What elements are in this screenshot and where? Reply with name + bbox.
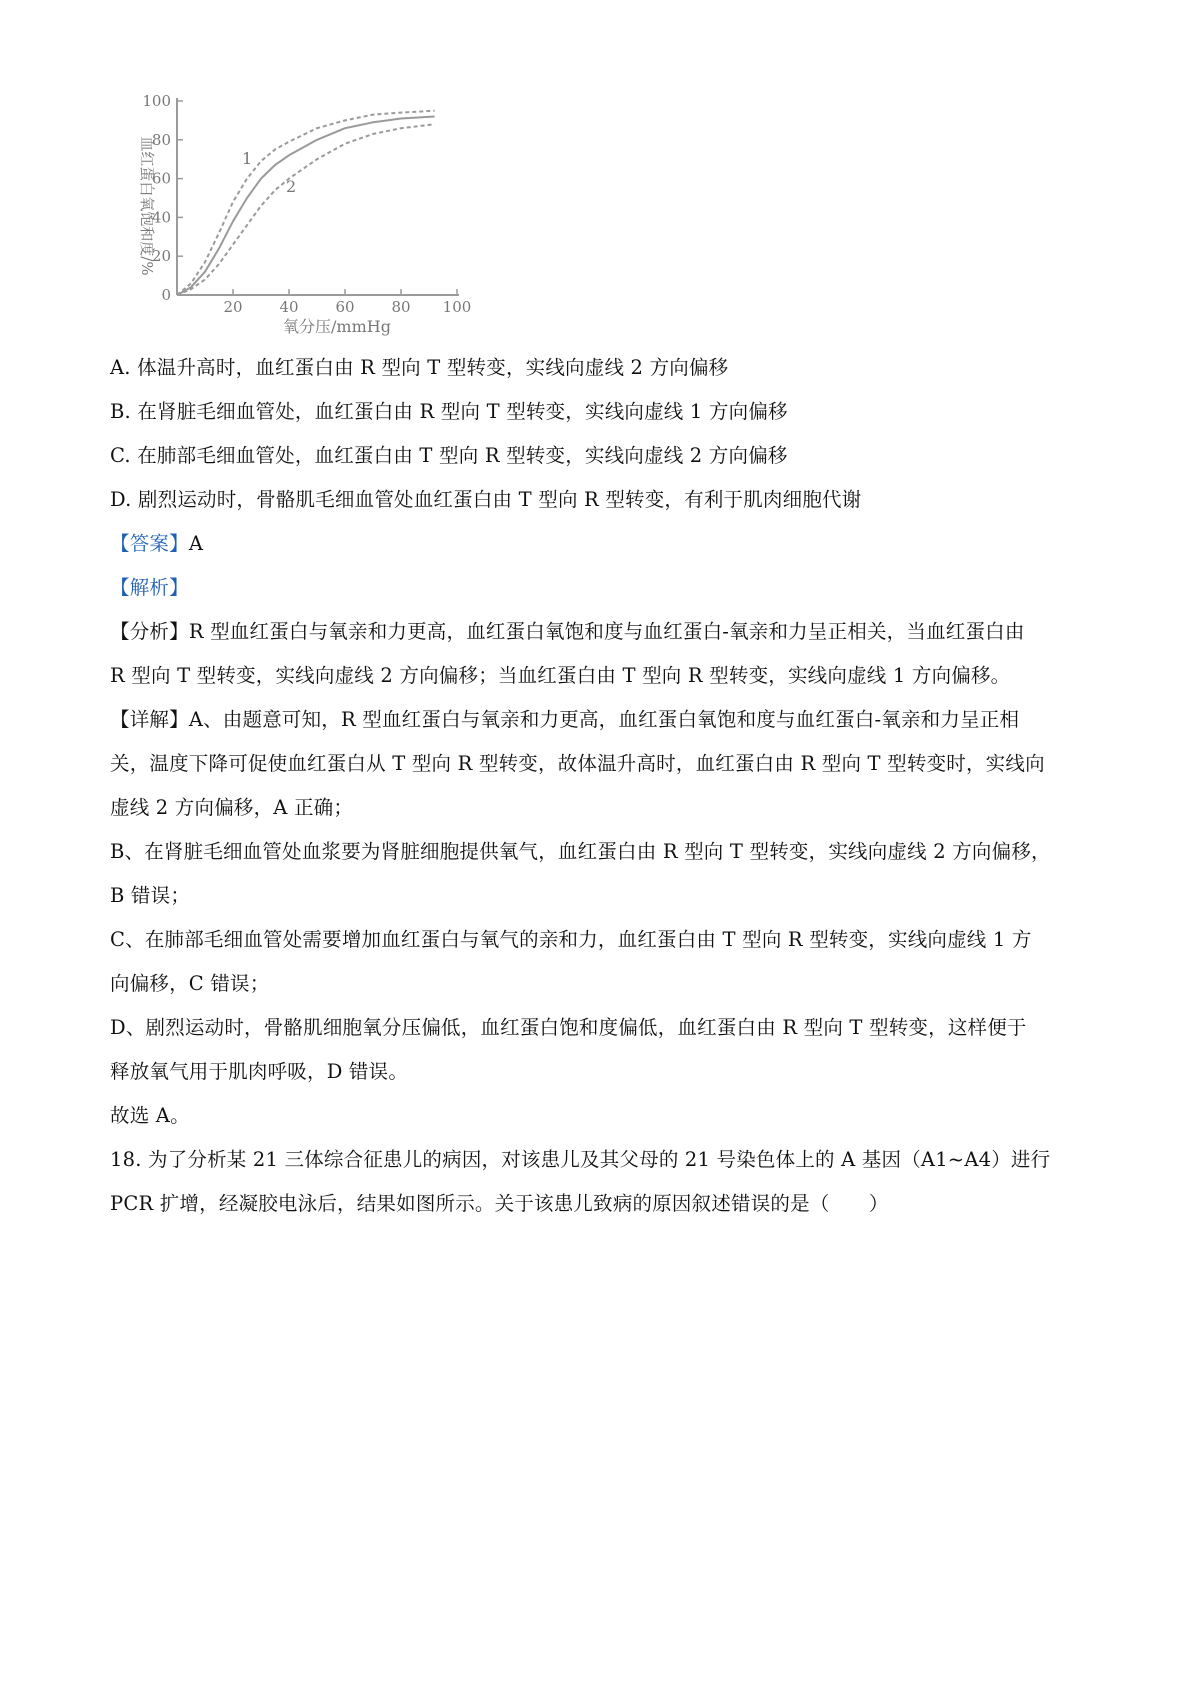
option-a: A. 体温升高时，血红蛋白由 R 型向 T 型转变，实线向虚线 2 方向偏移 [110, 356, 729, 379]
option-d: D. 剧烈运动时，骨骼肌毛细血管处血红蛋白由 T 型向 R 型转变，有利于肌肉细胞代谢 [110, 488, 862, 511]
x-tick-label: 100 [442, 298, 472, 316]
xiangjie-line-1 [110, 706, 1096, 734]
analysis-tag: 【解析】 [110, 576, 189, 599]
xiangjie-line-3: 虚线 2 方向偏移，A 正确； [110, 796, 354, 819]
y-tick-label: 20 [151, 247, 171, 266]
oxygen-saturation-chart [110, 88, 530, 368]
answer-line [110, 530, 1096, 558]
xiangjie-d-line-1: D、剧烈运动时，骨骼肌细胞氧分压偏低，血红蛋白饱和度偏低，血红蛋白由 R 型向 T 型转变，这样便于 [110, 1016, 1027, 1039]
y-tick-label: 0 [161, 286, 171, 304]
analysis-heading [110, 574, 1096, 602]
fenxi-text-1: R 型血红蛋白与氧亲和力更高，血红蛋白氧饱和度与血红蛋白-氧亲和力呈正相关，当血红蛋白由 [188, 620, 1025, 643]
xiangjie-c-line-2: 向偏移，C 错误； [110, 972, 270, 995]
curve-label-1: 1 [242, 149, 253, 168]
x-tick-label: 20 [223, 298, 243, 316]
xiangjie-tag: 【详解】 [110, 708, 189, 731]
answer-tag: 【答案】 [110, 532, 189, 555]
xiangjie-d-line-2: 释放氧气用于肌肉呼吸，D 错误。 [110, 1060, 409, 1083]
conclusion: 故选 A。 [110, 1104, 190, 1127]
xiangjie-text-1: A、由题意可知，R 型血红蛋白与氧亲和力更高，血红蛋白氧饱和度与血红蛋白-氧亲和力呈正相 [188, 708, 1020, 731]
xiangjie-c-line-1: C、在肺部毛细血管处需要增加血红蛋白与氧气的亲和力，血红蛋白由 T 型向 R 型转变，实线向虚线 1 方 [110, 928, 1032, 951]
question-18-line-2: PCR 扩增，经凝胶电泳后，结果如图所示。关于该患儿致病的原因叙述错误的是（ ） [110, 1192, 889, 1215]
dashed-curve-1 [177, 111, 435, 295]
xiangjie-b-line-1: B、在肾脏毛细血管处血浆要为肾脏细胞提供氧气，血红蛋白由 R 型向 T 型转变，实线向虚线 2 方向偏移， [110, 840, 1051, 863]
option-b: B. 在肾脏毛细血管处，血红蛋白由 R 型向 T 型转变，实线向虚线 1 方向偏移 [110, 400, 788, 423]
dashed-curve-2 [177, 124, 435, 295]
y-tick-label: 40 [151, 208, 171, 227]
fenxi-tag: 【分析】 [110, 620, 189, 643]
solid-curve [177, 117, 435, 296]
y-tick-label: 100 [142, 92, 171, 110]
option-c: C. 在肺部毛细血管处，血红蛋白由 T 型向 R 型转变，实线向虚线 2 方向偏移 [110, 444, 788, 467]
xiangjie-b-line-2: B 错误； [110, 884, 191, 907]
answer-value: A [188, 532, 204, 555]
y-tick-label: 60 [151, 169, 171, 188]
x-tick-label: 40 [279, 298, 299, 316]
xiangjie-line-2: 关，温度下降可促使血红蛋白从 T 型向 R 型转变，故体温升高时，血红蛋白由 R 型向 T 型转变时，实线向 [110, 752, 1045, 775]
fenxi-line-2: R 型向 T 型转变，实线向虚线 2 方向偏移；当血红蛋白由 T 型向 R 型转变，实线向虚线 1 方向偏移。 [110, 664, 1011, 687]
x-tick-label: 60 [335, 298, 355, 316]
question-18-line-1: 18. 为了分析某 21 三体综合征患儿的病因，对该患儿及其父母的 21 号染色体上的 A 基因（A1~A4）进行 [110, 1148, 1051, 1171]
y-axis-label: 血红蛋白氧饱和度/% [138, 136, 156, 276]
x-axis-label: 氧分压/mmHg [283, 317, 391, 336]
y-tick-label: 80 [151, 130, 171, 149]
curve-label-2: 2 [286, 177, 297, 196]
fenxi-line-1 [110, 618, 1096, 646]
x-tick-label: 80 [391, 298, 411, 316]
